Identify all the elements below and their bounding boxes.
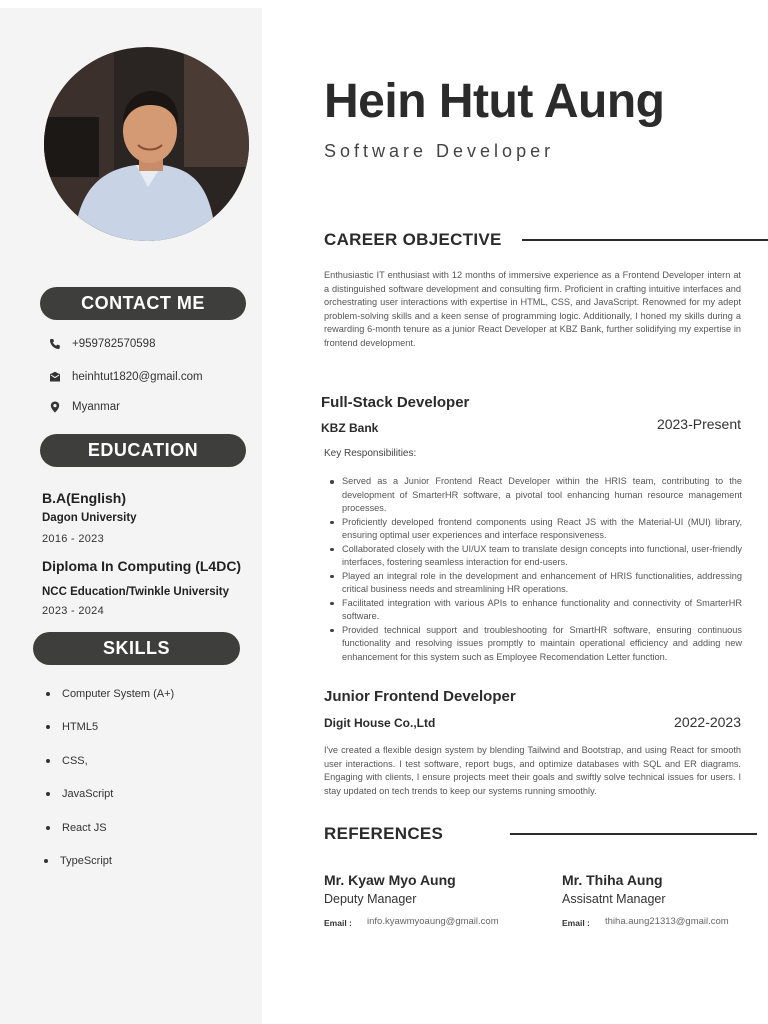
- skill-item: CSS,: [46, 755, 88, 767]
- location-text: Myanmar: [72, 401, 120, 413]
- location-icon: [48, 400, 62, 414]
- education-years: 2023 - 2024: [42, 605, 105, 617]
- phone-text: +959782570598: [72, 338, 156, 350]
- education-years: 2016 - 2023: [42, 533, 105, 545]
- reference-email-label: Email :: [562, 918, 590, 928]
- mail-icon: [48, 370, 62, 384]
- education-school: Dagon University: [42, 512, 137, 524]
- skills-heading: SKILLS: [33, 632, 240, 665]
- responsibilities-label: Key Responsibilities:: [324, 448, 417, 459]
- reference-name: Mr. Thiha Aung: [562, 872, 663, 888]
- list-item: Proficiently developed frontend components using React JS with the Material-UI (MUI) library, ensuring optimal user experiences and interface responsiveness.: [330, 516, 742, 543]
- profile-title: Software Developer: [324, 141, 555, 161]
- job-title: Junior Frontend Developer: [324, 688, 516, 705]
- profile-name: Hein Htut Aung: [324, 75, 665, 128]
- objective-text: Enthusiastic IT enthusiast with 12 months of immersive experience as a Frontend Developer intern at a distinguished software development and consulting firm. Proficient in crafting intuitive interfaces and orchestrating user interactions with expertise in HTML, CSS, and JavaScript. Renowned for my adept problem-solving skills and a keen sense of programming logic. Additionally, I honed my skills during a rewarding 6-month tenure as a junior React Developer at KBZ Bank, further solidifying my expertise in frontend development.: [324, 270, 741, 348]
- list-item: Played an integral role in the development and enhancement of HRIS functionalities, addressing critical business needs and streamlining HR operations.: [330, 570, 742, 597]
- education-degree: B.A(English): [42, 490, 126, 506]
- profile-photo: [44, 47, 249, 241]
- list-item: Served as a Junior Frontend React Developer within the HRIS team, contributing to the development of SmarterHR software, a pivotal tool enhancing human resource management processes.: [330, 475, 742, 516]
- list-item: Provided technical support and troubleshooting for SmartHR software, ensuring continuous functionality and resolving issues promptly to maintain operational efficiency and adding new enhancement for this system such as Employee Recomendation Letter function.: [330, 624, 742, 665]
- job-dates: 2023-Present: [656, 416, 741, 432]
- phone-icon: [48, 337, 62, 351]
- reference-email[interactable]: info.kyawmyoaung@gmail.com: [367, 916, 499, 927]
- reference-role: Deputy Manager: [324, 892, 417, 906]
- education-degree: Diploma In Computing (L4DC): [42, 558, 242, 574]
- list-item: Collaborated closely with the UI/UX team to translate design concepts into functional, user-friendly interfaces, fostering seamless interaction for end-users.: [330, 543, 742, 570]
- skill-item: JavaScript: [46, 788, 113, 800]
- skill-item: React JS: [46, 822, 107, 834]
- contact-location: [48, 400, 120, 414]
- job-company: Digit House Co.,Ltd: [324, 716, 436, 730]
- job-title: Full-Stack Developer: [321, 394, 470, 411]
- contact-heading: CONTACT ME: [40, 287, 246, 320]
- reference-email[interactable]: thiha.aung21313@gmail.com: [605, 916, 729, 927]
- education-school: NCC Education/Twinkle University: [42, 586, 230, 598]
- job-description: I've created a flexible design system by blending Tailwind and Bootstrap, and using React for smooth user interactions. I test software, report bugs, and optimize databases with SQL and ER diagrams. Engaging with clients, I ensure projects meet their goals and swiftly solve technical issues for users. I stay updated on tech trends to keep our systems running smoothly.: [324, 745, 741, 796]
- reference-role: Assisatnt Manager: [562, 892, 666, 906]
- reference-name: Mr. Kyaw Myo Aung: [324, 872, 456, 888]
- skill-item: TypeScript: [44, 855, 112, 867]
- reference-email-label: Email :: [324, 918, 352, 928]
- contact-email: [48, 370, 203, 384]
- contact-phone: [48, 337, 155, 351]
- objective-heading: CAREER OBJECTIVE: [324, 230, 502, 249]
- education-heading: EDUCATION: [40, 434, 246, 467]
- references-divider: [510, 833, 757, 835]
- objective-divider: [522, 239, 768, 241]
- list-item: Facilitated integration with various APIs to enhance functionality and connectivity of SmarterHR software.: [330, 597, 742, 624]
- job-company: KBZ Bank: [321, 421, 379, 435]
- references-heading: REFERENCES: [324, 824, 444, 843]
- job-dates: 2022-2023: [674, 714, 741, 730]
- skill-item: HTML5: [46, 721, 98, 733]
- responsibilities-list: [330, 475, 742, 664]
- email-text: heinhtut1820@gmail.com: [72, 371, 203, 383]
- skill-item: Computer System (A+): [46, 688, 174, 700]
